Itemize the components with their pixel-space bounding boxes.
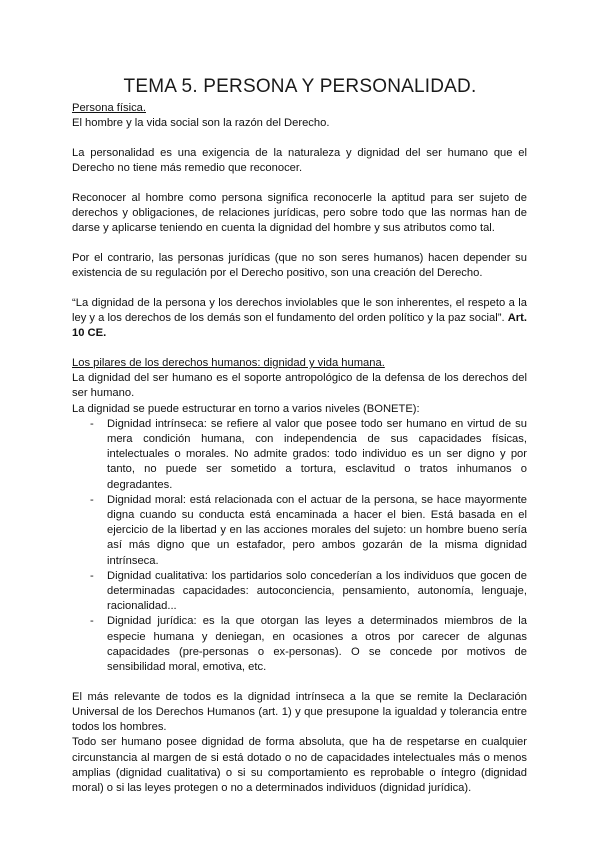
list-item-text: Dignidad moral: está relacionada con el actuar de la persona, se hace mayormente digna cuando su conducta está encaminada a hacer el bien. Está basada en el ejercicio de la libertad y en las acciones morales del sujeto: un hombre bueno sería así más digno que un estafador, pero ambos gozarán de la misma dignidad intrínseca. <box>107 493 527 567</box>
paragraph-niveles: La dignidad se puede estructurar en torno a varios niveles (BONETE): <box>72 402 420 415</box>
list-item <box>72 614 527 675</box>
paragraph-reconocer: Reconocer al hombre como persona significa reconocerle la aptitud para ser sujeto de derechos y obligaciones, de relaciones jurídicas, pero sobre todo que las normas han de darse y aplicarse teniendo en cuenta la dignidad del hombre y sus atributos como tal. <box>72 191 527 235</box>
list-item <box>72 569 527 615</box>
list-dash: - <box>90 493 94 506</box>
quote-text: “La dignidad de la persona y los derechos inviolables que le son inherentes, el respeto a la ley y a los derechos de los demás son el fundamento del orden político y la paz social”. <box>72 296 527 325</box>
list-dash: - <box>90 615 94 628</box>
list-dash: - <box>90 569 94 582</box>
list-item-text: Dignidad cualitativa: los partidarios solo concederían a los individuos que gocen de determinadas capacidades: autoconciencia, pensamiento, autonomía, lenguaje, racionalidad... <box>107 569 527 613</box>
paragraph-dignidad-soporte: La dignidad del ser humano es el soporte antropológico de la defensa de los derechos del ser humano. <box>72 372 527 400</box>
section-heading-pilares: Los pilares de los derechos humanos: dignidad y vida humana. <box>72 356 385 369</box>
paragraph-mas-relevante: El más relevante de todos es la dignidad intrínseca a la que se remite la Declaración Universal de los Derechos Humanos (art. 1) y que presupone la igualdad y tolerancia entre todos los hombres. <box>72 690 527 734</box>
page-title: TEMA 5. PERSONA Y PERSONALIDAD. <box>123 76 477 97</box>
list-item-text: Dignidad jurídica: es la que otorgan las leyes a determinados miembros de la especie humana y deniegan, en ocasiones a otros por carecer de algunas capacidades (pre-personas o ex-personas). O se concede por motivos de sensibilidad moral, emotiva, etc. <box>107 615 527 673</box>
list-item-text: Dignidad intrínseca: se refiere al valor que posee todo ser humano en virtud de su mera condición humana, con independencia de sus capacidades físicas, intelectuales o morales. No admite grados: todo individuo es un ser digno y por tanto, no puede ser sometido a tortura, esclavitud o tratos inhumanos o degradantes. <box>107 417 527 491</box>
paragraph-intro: El hombre y la vida social son la razón del Derecho. <box>72 117 330 130</box>
quote-paragraph <box>72 296 527 342</box>
document-body <box>72 101 527 796</box>
list-item <box>72 493 527 569</box>
quote-reference: Art. 10 CE. <box>72 312 527 340</box>
paragraph-personas-juridicas: Por el contrario, las personas jurídicas (que no son seres humanos) hacen depender su existencia de su regulación por el Derecho positivo, son una creación del Derecho. <box>72 251 527 280</box>
section-heading-persona-fisica: Persona física. <box>72 102 146 114</box>
dignity-levels-list <box>72 417 527 675</box>
paragraph-personalidad: La personalidad es una exigencia de la naturaleza y dignidad del ser humano que el Derecho no tiene más remedio que reconocer. <box>72 146 527 175</box>
paragraph-dignidad-absoluta: Todo ser humano posee dignidad de forma absoluta, que ha de respetarse en cualquier circunstancia al margen de si está dotado o no de capacidades intelectuales más o menos amplias (dignidad cualitativa) o si su comportamiento es reprobable o íntegro (dignidad moral) o si las leyes protegen o no a determinados individuos (dignidad jurídica). <box>72 736 527 794</box>
list-dash: - <box>90 417 94 430</box>
list-item <box>72 417 527 493</box>
